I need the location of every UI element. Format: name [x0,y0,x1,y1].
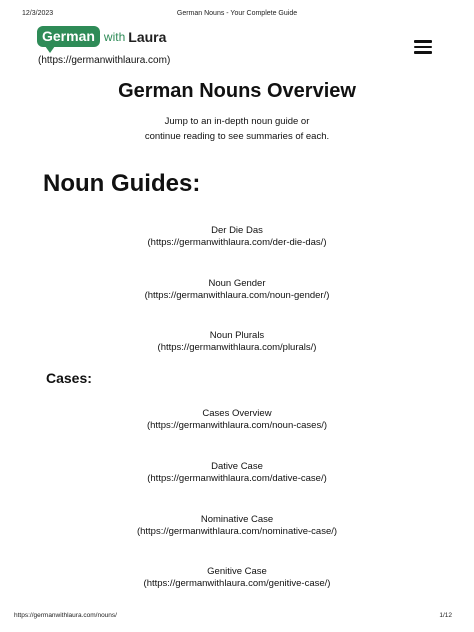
logo-with-text: with [103,29,126,44]
page-title: German Nouns Overview [118,80,356,102]
menu-bar [414,40,432,43]
link-label: Der Die Das [211,225,263,236]
logo-german-bubble: German [37,26,100,47]
link-label: Genitive Case [207,566,267,577]
footer-page-number: 1/12 [439,612,452,619]
menu-bar [414,51,432,54]
case-link-cases-overview[interactable] [0,408,474,432]
guide-link-noun-plurals[interactable] [0,330,474,354]
link-url: (https://germanwithlaura.com/dative-case/) [147,473,327,484]
link-url: (https://germanwithlaura.com/noun-gender/) [144,290,330,301]
logo-url[interactable]: (https://germanwithlaura.com) [38,55,171,66]
intro-text [0,114,474,144]
case-link-dative-case[interactable] [0,461,474,485]
guide-link-der-die-das[interactable] [0,225,474,249]
logo-laura-text: Laura [128,28,167,45]
intro-line-2: continue reading to see summaries of each. [144,131,330,142]
link-label: Cases Overview [202,408,272,419]
link-label: Dative Case [211,461,263,472]
print-date: 12/3/2023 [22,10,54,17]
link-label: Noun Plurals [209,330,265,341]
link-url: (https://germanwithlaura.com/genitive-case/) [143,578,331,589]
noun-guides-heading: Noun Guides: [43,170,201,197]
link-url: (https://germanwithlaura.com/nominative-case/) [136,526,338,537]
link-label: Noun Gender [208,278,266,289]
cases-heading: Cases: [46,370,92,386]
link-label: Nominative Case [200,514,274,525]
guide-link-noun-gender[interactable] [0,278,474,302]
link-url: (https://germanwithlaura.com/noun-cases/) [146,420,328,431]
print-title: German Nouns - Your Complete Guide [176,10,298,17]
case-link-genitive-case[interactable] [0,566,474,590]
link-url: (https://germanwithlaura.com/plurals/) [157,342,317,353]
link-url: (https://germanwithlaura.com/der-die-das/) [147,237,327,248]
hamburger-menu-icon[interactable] [414,40,432,54]
case-link-nominative-case[interactable] [0,514,474,538]
intro-line-1: Jump to an in-depth noun guide or [164,116,310,127]
site-logo[interactable] [37,26,166,47]
menu-bar [414,46,432,49]
footer-url: https://germanwithlaura.com/nouns/ [14,612,117,619]
